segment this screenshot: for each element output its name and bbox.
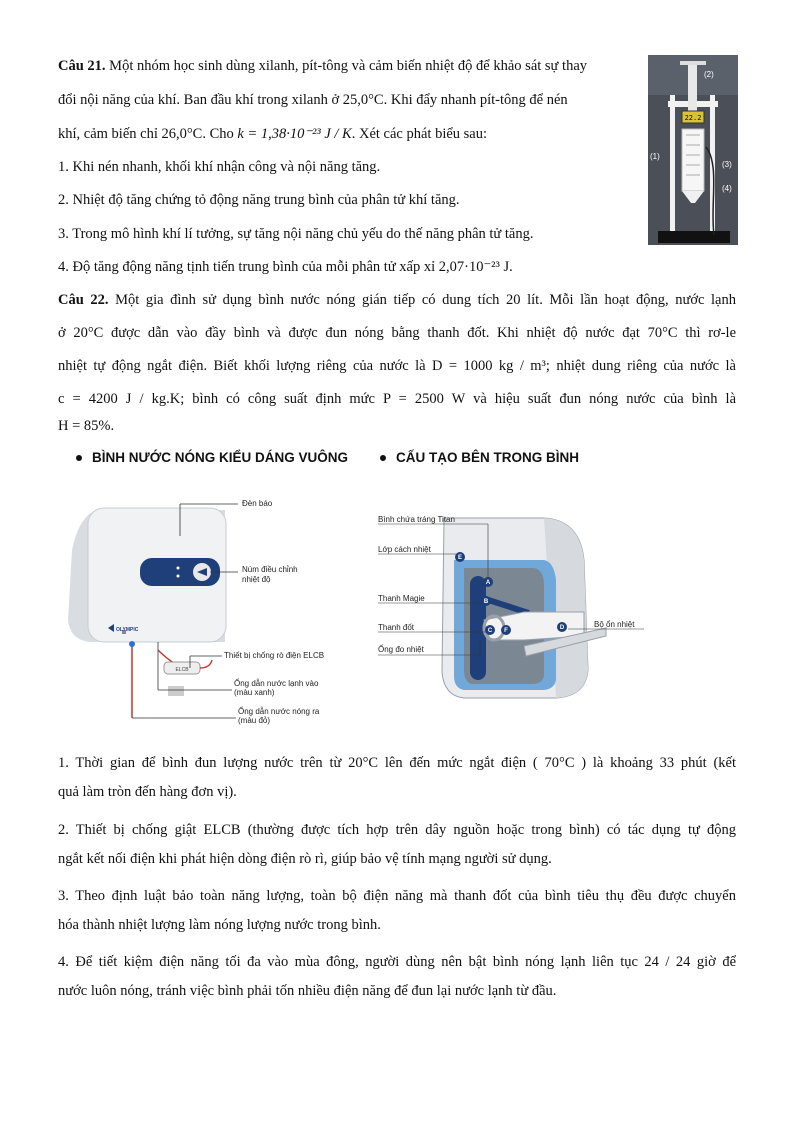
label-lop-cach-nhiet: Lớp cách nhiệt	[378, 545, 431, 554]
q21-text-3a: khí, cảm biến chỉ	[58, 126, 162, 142]
label-bo-on-nhiet: Bộ ổn nhiệt	[594, 620, 635, 629]
q21-text-2a: đổi nội năng của khí. Ban đầu khí trong xilanh ở	[58, 92, 343, 108]
q22-line-3: nhiệt tự động ngắt điện. Biết khối lượng riêng của nước là D = 1000 kg / m³; nhiệt dung riêng của nước là	[58, 358, 736, 374]
marker-f: F	[504, 628, 508, 634]
q21-text-3b: . Cho	[202, 126, 238, 142]
water-heater-exterior-figure	[60, 490, 360, 730]
q21-text-4a: 4. Độ tăng động năng tịnh tiến trung bình của mỗi phân tử xấp xỉ	[58, 259, 439, 275]
q21-temp-initial: 25,0°C	[342, 92, 384, 108]
q22-text-1: Một gia đình sử dụng bình nước nóng gián tiếp có dung tích 20 lít. Mỗi lần hoạt động, nước lạnh	[108, 292, 736, 308]
label-1: (1)	[650, 152, 660, 161]
water-heater-interior-figure	[374, 500, 664, 715]
q22-statement-2a: 2. Thiết bị chống giật ELCB (thường được tích hợp trên dây nguồn hoặc trong bình) có tác dụng tự động	[58, 822, 736, 838]
label-nong-1: Ống dẫn nước nóng ra	[238, 707, 320, 716]
header-left	[76, 450, 348, 465]
q22-statement-1a: 1. Thời gian để bình đun lượng nước trên từ 20°C lên đến mức ngắt điện ( 70°C ) là khoảng 33 phút (kết	[58, 755, 736, 771]
q21-energy-value: 2,07·10⁻²³ J	[438, 259, 510, 275]
q21-line-1	[58, 58, 587, 75]
q21-label: Câu 21.	[58, 58, 106, 74]
q21-statement-2: 2. Nhiệt độ tăng chứng tỏ động năng trung bình của phân tử khí tăng.	[58, 192, 460, 208]
bullet-icon	[380, 455, 386, 461]
q21-line-2	[58, 92, 568, 109]
q21-statement-1: 1. Khi nén nhanh, khối khí nhận công và nội năng tăng.	[58, 159, 381, 175]
bullet-icon	[76, 455, 82, 461]
label-thanh-magie: Thanh Magie	[378, 594, 425, 603]
label-num-1: Núm điều chỉnh	[242, 565, 298, 574]
q21-statement-3: 3. Trong mô hình khí lí tưởng, sự tăng nội năng chủ yếu do thế năng phân tử tăng.	[58, 226, 534, 242]
q22-statement-1b: quả làm tròn đến hàng đơn vị).	[58, 784, 237, 800]
q22-line-1	[58, 292, 736, 309]
marker-b: B	[483, 599, 489, 605]
q22-statement-4b: nước luôn nóng, tránh việc bình phải tốn nhiều điện năng để đun lại nước lạnh từ đầu.	[58, 983, 557, 999]
q21-text-4b: .	[509, 259, 513, 275]
label-lanh-1: Ống dẫn nước lạnh vào	[234, 679, 319, 688]
q22-statement-4a: 4. Để tiết kiệm điện năng tối đa vào mùa đông, người dùng nên bật bình nóng lạnh liên tục 24 / 24 giờ để	[58, 954, 736, 970]
q22-label: Câu 22.	[58, 292, 109, 308]
q22-statement-3b: hóa thành nhiệt lượng làm nóng lượng nước trong bình.	[58, 917, 381, 933]
q21-text-3c: . Xét các phát biểu sau:	[351, 126, 488, 142]
q22-line-2: ở 20°C được dẫn vào đầy bình và được đun nóng bằng thanh đốt. Khi nhiệt độ nước đạt 70°C thì rơ-le	[58, 325, 736, 341]
q21-temp-final: 26,0°C	[161, 126, 203, 142]
brand-logo: OLYMPIC	[116, 627, 139, 633]
label-num-2: nhiệt độ	[242, 575, 271, 584]
marker-d: D	[559, 625, 565, 631]
label-lanh-2: (màu xanh)	[234, 688, 275, 697]
q22-line-4: c = 4200 J / kg.K; bình có công suất định mức P = 2500 W và hiệu suất đun nóng nước của bình là	[58, 391, 736, 407]
label-4: (4)	[722, 184, 732, 193]
q21-boltzmann: k = 1,38·10⁻²³ J / K	[237, 126, 352, 142]
label-den-bao: Đèn báo	[242, 499, 273, 508]
q21-line-3	[58, 126, 487, 143]
label-binh-titan: Bình chứa tráng Titan	[378, 515, 455, 524]
marker-c: C	[487, 628, 493, 634]
header-left-text: BÌNH NƯỚC NÓNG KIỂU DÁNG VUÔNG	[92, 450, 348, 465]
marker-a: A	[485, 580, 491, 586]
syringe-apparatus-image	[648, 55, 738, 245]
q22-statement-2b: ngắt kết nối điện khi phát hiện dòng điện rò rì, giúp bảo vệ tính mạng người sử dụng.	[58, 851, 552, 867]
label-elcb: Thiết bị chống rò điện ELCB	[224, 651, 325, 660]
marker-e: E	[457, 555, 463, 561]
header-right-text: CẤU TẠO BÊN TRONG BÌNH	[396, 450, 579, 465]
q21-statement-4	[58, 259, 513, 276]
header-right	[380, 450, 579, 465]
label-thanh-dot: Thanh đốt	[378, 623, 415, 632]
q21-text-2b: . Khi đẩy nhanh pít-tông để nén	[383, 92, 568, 108]
elcb-box-label: ELCB	[175, 667, 189, 673]
q22-line-5: H = 85%.	[58, 418, 115, 434]
q22-statement-3a: 3. Theo định luật bảo toàn năng lượng, toàn bộ điện năng mà thanh đốt của bình tiêu thụ đều được chuyển	[58, 888, 736, 904]
label-ong-do-nhiet: Ống đo nhiệt	[378, 645, 424, 654]
label-3: (3)	[722, 160, 732, 169]
label-2: (2)	[704, 70, 714, 79]
sensor-display-value: 22.2	[684, 114, 702, 122]
label-nong-2: (màu đỏ)	[238, 716, 271, 725]
q21-text-1: Một nhóm học sinh dùng xilanh, pít-tông và cảm biến nhiệt độ để khảo sát sự thay	[105, 58, 587, 74]
